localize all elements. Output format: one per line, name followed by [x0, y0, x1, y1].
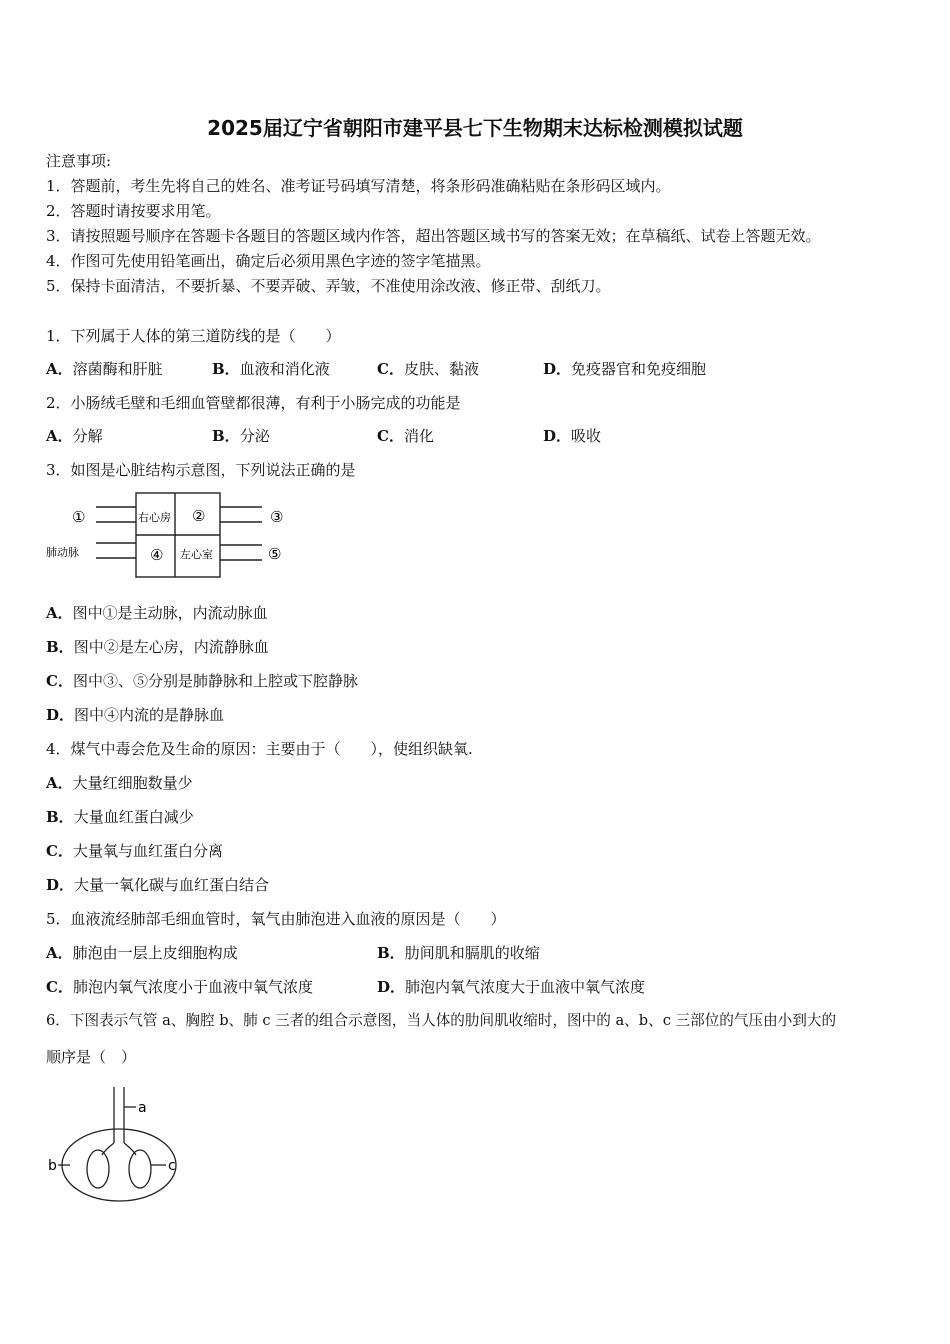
label-c: c [168, 1158, 176, 1174]
option-5b: B．肋间肌和膈肌的收缩 [377, 944, 540, 962]
heart-diagram [44, 490, 294, 582]
label-pulmonary-artery: 肺动脉 [46, 546, 79, 559]
notice-item: 4．作图可先使用铅笔画出，确定后必须用黑色字迹的签字笔描黑。 [46, 252, 491, 270]
page-title: 2025届辽宁省朝阳市建平县七下生物期末达标检测模拟试题 [207, 116, 743, 140]
option-4c: C．大量氧与血红蛋白分离 [46, 842, 223, 860]
option-3d: D．图中④内流的是静脉血 [46, 706, 225, 724]
option-2d: D．吸收 [543, 427, 602, 445]
option-3b: B．图中②是左心房，内流静脉血 [46, 638, 269, 656]
label-4: ④ [150, 546, 164, 564]
option-4a: A．大量红细胞数量少 [46, 774, 193, 792]
option-1a: A．溶菌酶和肝脏 [46, 360, 163, 378]
notice-heading: 注意事项: [46, 152, 112, 170]
label-2: ② [192, 507, 206, 525]
option-4d: D．大量一氧化碳与血红蛋白结合 [46, 876, 270, 894]
option-4b: B．大量血红蛋白减少 [46, 808, 194, 826]
option-2c: C．消化 [377, 427, 434, 445]
label-1: ① [72, 508, 86, 526]
lung-diagram [44, 1085, 194, 1210]
option-2b: B．分泌 [212, 427, 270, 445]
option-1d: D．免疫器官和免疫细胞 [543, 360, 707, 378]
label-a: a [138, 1100, 147, 1116]
option-2a: A．分解 [46, 427, 103, 445]
option-3c: C．图中③、⑤分别是肺静脉和上腔或下腔静脉 [46, 672, 358, 690]
notice-item: 5．保持卡面清洁，不要折暴、不要弄破、弄皱，不准使用涂改液、修正带、刮纸刀。 [46, 277, 611, 295]
option-1b: B．血液和消化液 [212, 360, 330, 378]
label-5: ⑤ [268, 545, 282, 563]
question-stem-6-cont: 顺序是（ ） [46, 1048, 137, 1066]
option-3a: A．图中①是主动脉，内流动脉血 [46, 604, 268, 622]
question-stem-4: 4．煤气中毒会危及生命的原因：主要由于（ ），使组织缺氧. [46, 740, 473, 758]
option-5a: A．肺泡由一层上皮细胞构成 [46, 944, 238, 962]
label-3: ③ [270, 508, 284, 526]
notice-item: 2．答题时请按要求用笔。 [46, 202, 221, 220]
label-right-atrium: 右心房 [138, 511, 171, 524]
option-1c: C．皮肤、黏液 [377, 360, 479, 378]
question-stem-2: 2．小肠绒毛壁和毛细血管壁都很薄，有利于小肠完成的功能是 [46, 394, 461, 412]
label-left-ventricle: 左心室 [180, 548, 213, 561]
notice-item: 3．请按照题号顺序在答题卡各题目的答题区域内作答，超出答题区域书写的答案无效；在草稿纸、试卷上答题无效。 [46, 227, 821, 245]
question-stem-3: 3．如图是心脏结构示意图，下列说法正确的是 [46, 461, 356, 479]
question-stem-6: 6．下图表示气管 a、胸腔 b、肺 c 三者的组合示意图，当人体的肋间肌收缩时，图中的 a、b、c 三部位的气压由小到大的 [46, 1012, 837, 1029]
question-stem-5: 5．血液流经肺部毛细血管时，氧气由肺泡进入血液的原因是（ ） [46, 910, 506, 928]
option-5d: D．肺泡内氧气浓度大于血液中氧气浓度 [377, 978, 646, 996]
question-stem-1: 1．下列属于人体的第三道防线的是（ ） [46, 327, 341, 345]
option-5c: C．肺泡内氧气浓度小于血液中氧气浓度 [46, 978, 313, 996]
label-b: b [48, 1158, 57, 1174]
notice-item: 1．答题前，考生先将自己的姓名、准考证号码填写清楚，将条形码准确粘贴在条形码区域内。 [46, 177, 671, 195]
